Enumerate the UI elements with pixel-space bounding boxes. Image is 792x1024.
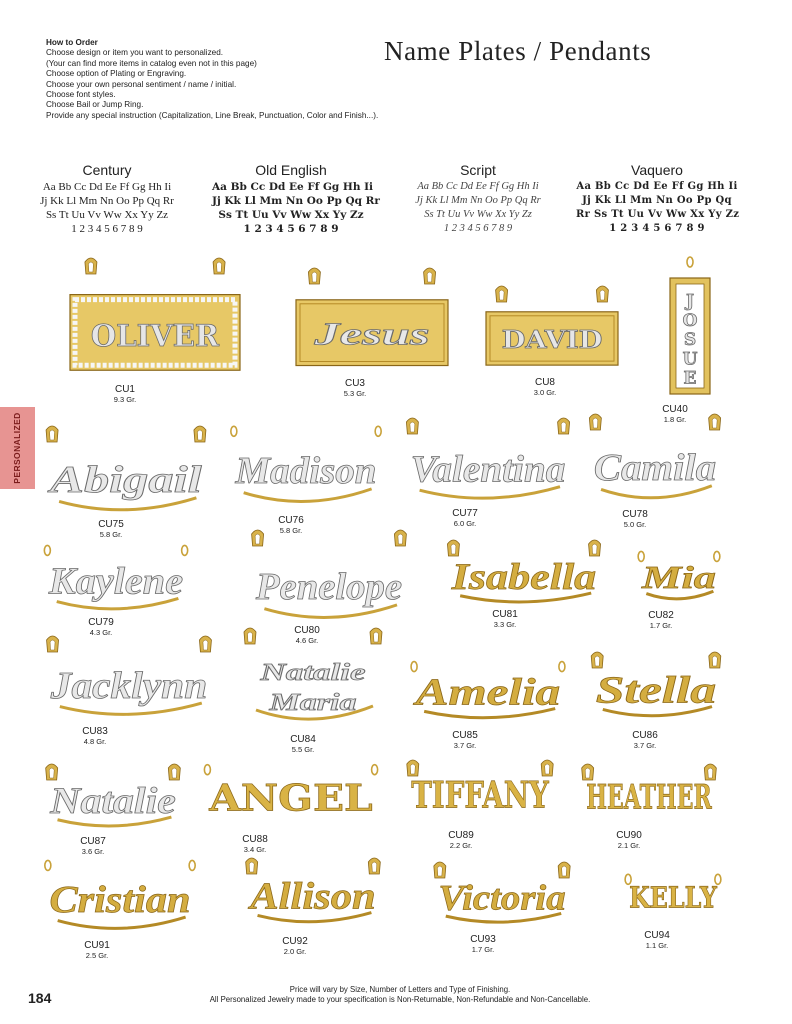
product-weight: 1.8 Gr.	[663, 415, 687, 424]
pendant-cu89[interactable]	[400, 760, 560, 826]
pendant-illustration	[292, 268, 452, 374]
pendant-cu78[interactable]	[584, 414, 726, 506]
pendant-illustration	[404, 654, 572, 724]
how-to-order-line: Choose Bail or Jump Ring.	[46, 100, 144, 110]
font-sample-line: 1 2 3 4 5 6 7 8 9	[71, 223, 143, 235]
product-code: CU81	[492, 609, 518, 620]
font-sample-vaquero	[576, 162, 738, 236]
personalized-side-tab	[0, 407, 35, 489]
product-weight: 2.2 Gr.	[449, 841, 473, 850]
footer-line: All Personalized Jewelry made to your specification is Non-Returnable, Non-Refundable and Non-Cancellable.	[209, 995, 591, 1004]
jump-ring-icon	[44, 545, 50, 555]
product-caption	[76, 617, 126, 637]
bail-icon	[252, 530, 264, 546]
pendant-cu3[interactable]	[292, 268, 452, 374]
bail-icon	[709, 652, 721, 668]
pendant-illustration	[636, 546, 722, 604]
pendant-name-text: Natalie	[49, 780, 176, 822]
pendant-illustration	[224, 414, 388, 510]
bail-icon	[199, 636, 211, 652]
font-name: Old English	[255, 162, 327, 178]
bail-icon	[244, 628, 256, 644]
pendant-illustration	[40, 764, 186, 832]
product-weight: 3.6 Gr.	[81, 847, 105, 856]
product-weight: 1.7 Gr.	[471, 945, 495, 954]
bail-icon	[434, 862, 446, 878]
product-weight: 3.3 Gr.	[493, 620, 517, 629]
pendant-illustration	[428, 862, 576, 928]
product-code: CU78	[622, 509, 648, 520]
font-sample-line: Ss Tt Uu Vv Ww Xx Yy Zz	[45, 209, 169, 221]
product-code: CU91	[84, 940, 110, 951]
pendant-name-text: Penelope	[254, 566, 403, 609]
product-weight: 4.6 Gr.	[295, 636, 319, 645]
bail-icon	[47, 636, 59, 652]
pendant-cu84[interactable]	[238, 628, 388, 728]
font-sample-script	[398, 162, 558, 236]
product-caption	[632, 930, 682, 950]
product-caption	[330, 378, 380, 398]
bail-icon	[213, 258, 225, 274]
bail-icon	[424, 268, 436, 284]
pendant-illustration	[196, 756, 386, 832]
bail-icon	[447, 540, 459, 556]
product-caption	[636, 610, 686, 630]
pendant-illustration	[38, 426, 214, 518]
pendant-name-text: Mia	[640, 559, 717, 595]
product-weight: 1.1 Gr.	[645, 941, 669, 950]
product-code: CU3	[344, 378, 365, 389]
product-weight: 3.7 Gr.	[453, 741, 477, 750]
product-caption	[72, 940, 122, 960]
jump-ring-icon	[687, 257, 693, 267]
bail-icon	[246, 858, 258, 874]
product-weight: 2.1 Gr.	[617, 841, 641, 850]
pendant-name-text: Jesus	[312, 315, 430, 352]
bail-icon	[558, 418, 570, 434]
pendant-name-text: Natalie	[259, 660, 366, 686]
pendant-illustration	[398, 418, 578, 506]
font-sample-line: Jj Kk Ll Mm Nn Oo Pp Qq	[582, 195, 732, 206]
font-name: Century	[82, 162, 132, 178]
footer-note	[190, 985, 610, 1005]
bail-icon	[589, 540, 601, 556]
page-title: Name Plates / Pendants	[384, 36, 652, 66]
font-sample-line: Rr Ss Tt Uu Vv Ww Xx Yy Zz	[576, 209, 740, 220]
how-to-order-line: Choose option of Plating or Engraving.	[46, 69, 187, 79]
jump-ring-icon	[189, 860, 195, 870]
product-caption	[458, 934, 508, 954]
font-sample-century	[34, 162, 180, 236]
bail-icon	[709, 414, 721, 430]
pendant-name-text: DAVID	[501, 325, 603, 355]
product-code: CU80	[294, 625, 320, 636]
pendant-cu94[interactable]	[622, 870, 724, 922]
pendant-name-text: Abigail	[47, 459, 203, 502]
jump-ring-icon	[231, 426, 237, 436]
font-sample-line: Aa Bb Cc Dd Ee Ff Gg Hh Ii	[212, 181, 374, 193]
font-sample-line: Ss Tt Uu Vv Ww Xx Yy Zz	[218, 209, 364, 221]
font-sample-line: 1 2 3 4 5 6 7 8 9	[609, 223, 705, 234]
product-code: CU86	[632, 730, 658, 741]
pendant-illustration	[664, 256, 716, 398]
product-caption	[230, 834, 280, 854]
product-code: CU94	[644, 930, 670, 941]
font-sample-line: Aa Bb Cc Dd Ee Ff Gg Hh Ii	[417, 181, 539, 192]
bail-icon	[168, 764, 180, 780]
pendant-cu93[interactable]	[428, 862, 576, 928]
product-caption	[270, 936, 320, 956]
product-weight: 3.7 Gr.	[633, 741, 657, 750]
font-sample-line: Jj Kk Ll Mm Nn Oo Pp Qq Rr	[415, 195, 541, 206]
pendant-name-text: OLIVER	[90, 319, 221, 355]
pendant-cu1[interactable]	[66, 258, 244, 380]
bail-icon	[368, 858, 380, 874]
product-code: CU8	[534, 377, 555, 388]
product-weight: 3.4 Gr.	[243, 845, 267, 854]
pendant-cu77[interactable]	[398, 418, 578, 506]
product-code: CU76	[278, 515, 304, 526]
jump-ring-icon	[411, 662, 417, 672]
pendant-letter: O	[682, 310, 698, 331]
pendant-name-text: Camila	[593, 447, 717, 490]
product-code: CU75	[98, 519, 124, 530]
pendant-illustration	[238, 628, 388, 728]
bail-icon	[394, 530, 406, 546]
pendant-letter: U	[682, 349, 698, 370]
pendant-illustration	[240, 858, 386, 928]
product-caption	[70, 726, 120, 746]
pendant-illustration	[440, 540, 608, 608]
product-code: CU77	[452, 508, 478, 519]
pendant-name-text: Allison	[247, 875, 376, 918]
footer-line: Price will vary by Size, Number of Letters and Type of Finishing.	[289, 985, 511, 994]
pendant-cu75[interactable]	[38, 426, 214, 518]
product-code: CU85	[452, 730, 478, 741]
pendant-name-text: Amelia	[413, 671, 561, 714]
font-sample-line: Jj Kk Ll Mm Nn Oo Pp Qq Rr	[40, 195, 174, 207]
product-weight: 5.8 Gr.	[99, 530, 123, 539]
pendant-cu86[interactable]	[586, 652, 726, 722]
pendant-name-text: HEATHER	[586, 777, 713, 818]
how-to-order-heading: How to Order	[46, 38, 98, 47]
product-caption	[436, 830, 486, 850]
bail-icon	[496, 286, 508, 302]
jump-ring-icon	[182, 545, 188, 555]
pendant-illustration	[38, 850, 202, 936]
pendant-cu8[interactable]	[482, 286, 622, 372]
product-caption	[440, 730, 490, 750]
page-number: 184	[28, 990, 52, 1006]
pendant-name-text: Cristian	[49, 878, 191, 921]
bail-icon	[194, 426, 206, 442]
product-code: CU84	[290, 734, 316, 745]
jump-ring-icon	[559, 662, 565, 672]
jump-ring-icon	[375, 426, 381, 436]
product-code: CU82	[648, 610, 674, 621]
pendant-letter: S	[683, 330, 697, 351]
product-weight: 5.8 Gr.	[279, 526, 303, 535]
product-weight: 2.0 Gr.	[283, 947, 307, 956]
side-tab-label: PERSONALIZED	[12, 412, 22, 484]
pendant-cu87[interactable]	[40, 764, 186, 832]
font-sample-line: Ss Tt Uu Vv Ww Xx Yy Zz	[424, 209, 532, 220]
pendant-illustration	[586, 652, 726, 722]
pendant-illustration	[66, 258, 244, 380]
pendant-illustration	[400, 760, 560, 826]
pendant-cu83[interactable]	[38, 636, 220, 722]
font-name: Vaquero	[631, 162, 683, 178]
bail-icon	[85, 258, 97, 274]
pendant-illustration	[244, 530, 414, 626]
pendant-name-text: ANGEL	[208, 777, 373, 820]
product-caption	[278, 734, 328, 754]
product-caption	[620, 730, 670, 750]
font-sample-line: Aa Bb Cc Dd Ee Ff Gg Hh Ii	[576, 181, 738, 192]
product-code: CU87	[80, 836, 106, 847]
product-code: CU40	[662, 404, 688, 415]
pendant-name-text: KELLY	[629, 880, 718, 915]
pendant-illustration	[576, 764, 722, 826]
pendant-cu80[interactable]	[244, 530, 414, 626]
pendant-illustration	[584, 414, 726, 506]
pendant-illustration	[38, 536, 194, 616]
pendant-cu79[interactable]	[38, 536, 194, 616]
font-sample-line: Aa Bb Cc Dd Ee Ff Gg Hh Ii	[42, 181, 172, 193]
font-sample-line: Jj Kk Ll Mm Nn Oo Pp Qq Rr	[212, 195, 380, 207]
pendant-letter: E	[683, 368, 697, 389]
product-weight: 3.0 Gr.	[533, 388, 557, 397]
jump-ring-icon	[204, 765, 210, 775]
product-caption	[100, 384, 150, 404]
product-code: CU90	[616, 830, 642, 841]
pendant-name-text-line2: Maria	[268, 690, 357, 716]
bail-icon	[406, 418, 418, 434]
pendant-name-text: Isabella	[450, 556, 597, 598]
pendant-cu82[interactable]	[636, 546, 722, 604]
jump-ring-icon	[372, 765, 378, 775]
product-weight: 5.3 Gr.	[343, 389, 367, 398]
how-to-order-line: Choose your own personal sentiment / name / initial.	[46, 79, 237, 89]
bail-icon	[308, 268, 320, 284]
product-weight: 5.5 Gr.	[291, 745, 315, 754]
pendant-cu92[interactable]	[240, 858, 386, 928]
pendant-name-text: Madison	[234, 450, 377, 493]
product-code: CU93	[470, 934, 496, 945]
pendant-name-text: Valentina	[410, 448, 566, 491]
product-weight: 6.0 Gr.	[453, 519, 477, 528]
pendant-name-text: TIFFANY	[411, 774, 550, 817]
pendant-illustration	[482, 286, 622, 372]
product-code: CU83	[82, 726, 108, 737]
font-sample-line: 1 2 3 4 5 6 7 8 9	[443, 223, 513, 234]
bail-icon	[589, 414, 601, 430]
product-caption	[604, 830, 654, 850]
font-name: Script	[460, 162, 496, 178]
product-code: CU1	[114, 384, 135, 395]
pendant-name-text: Kaylene	[47, 560, 184, 603]
product-weight: 4.8 Gr.	[83, 737, 107, 746]
how-to-order-line: Provide any special instruction (Capitalization, Line Break, Punctuation, Color and Finish...).	[46, 110, 379, 120]
product-weight: 9.3 Gr.	[113, 395, 137, 404]
product-weight: 4.3 Gr.	[89, 628, 113, 637]
product-weight: 1.7 Gr.	[649, 621, 673, 630]
pendant-cu40[interactable]	[664, 256, 716, 398]
pendant-name-text: Jacklynn	[49, 664, 208, 707]
product-code: CU79	[88, 617, 114, 628]
font-sample-old-english	[212, 162, 380, 236]
bail-icon	[591, 652, 603, 668]
font-sample-line: 1 2 3 4 5 6 7 8 9	[243, 223, 339, 235]
product-code: CU92	[282, 936, 308, 947]
pendant-name-text: Stella	[595, 669, 717, 712]
pendant-cu91[interactable]	[38, 850, 202, 936]
product-weight: 2.5 Gr.	[85, 951, 109, 960]
jump-ring-icon	[45, 860, 51, 870]
bail-icon	[596, 286, 608, 302]
product-caption	[610, 509, 660, 529]
product-caption	[480, 609, 530, 629]
pendant-illustration	[622, 870, 724, 922]
pendant-cu90[interactable]	[576, 764, 722, 826]
bail-icon	[370, 628, 382, 644]
product-weight: 5.0 Gr.	[623, 520, 647, 529]
how-to-order-line: (Your can find more items in catalog even not in this page)	[46, 58, 257, 68]
product-code: CU89	[448, 830, 474, 841]
product-caption	[440, 508, 490, 528]
bail-icon	[46, 764, 58, 780]
pendant-cu88[interactable]	[196, 756, 386, 832]
product-code: CU88	[242, 834, 268, 845]
pendant-cu81[interactable]	[440, 540, 608, 608]
pendant-name-text: Victoria	[438, 877, 566, 918]
bail-icon	[46, 426, 58, 442]
pendant-cu76[interactable]	[224, 414, 388, 510]
pendant-illustration	[38, 636, 220, 722]
how-to-order-line: Choose design or item you want to personalized.	[46, 48, 224, 58]
how-to-order-line: Choose font styles.	[46, 90, 116, 100]
bail-icon	[558, 862, 570, 878]
pendant-cu85[interactable]	[404, 654, 572, 724]
pendant-letter: J	[685, 291, 695, 312]
product-caption	[520, 377, 570, 397]
